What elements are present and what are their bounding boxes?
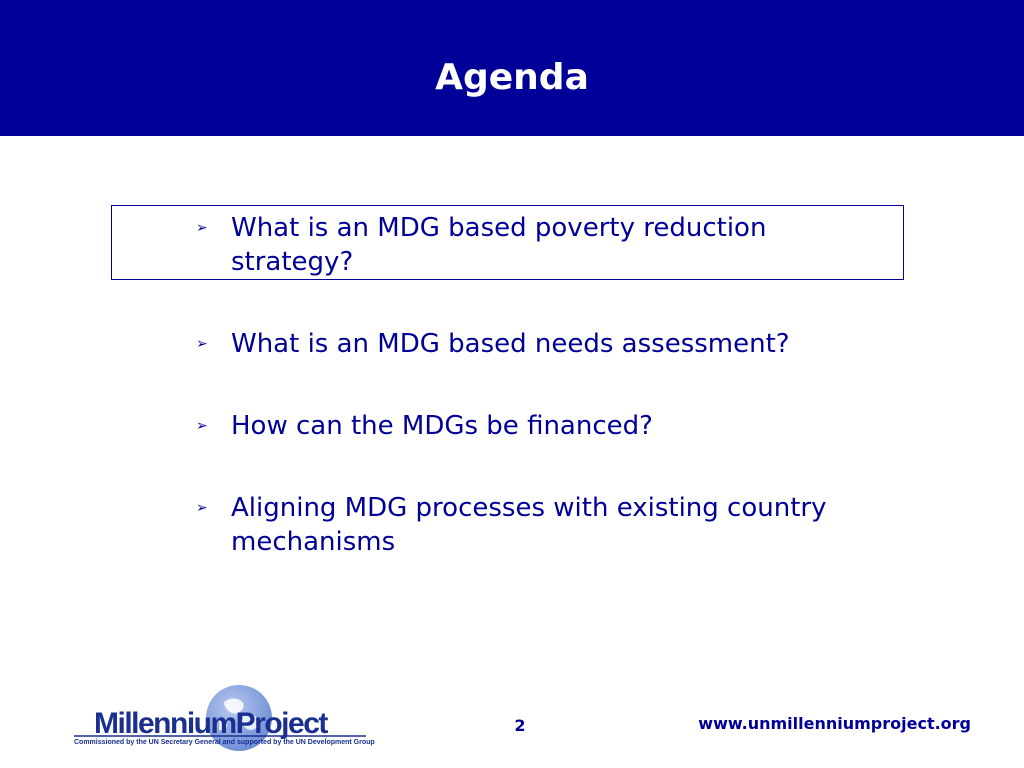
arrow-bullet-icon: ➢ bbox=[196, 220, 208, 236]
agenda-item-2 bbox=[196, 327, 876, 361]
agenda-item-4 bbox=[196, 491, 876, 559]
agenda-item-1 bbox=[196, 211, 876, 279]
logo-tagline: Commissioned by the UN Secretary General and supported by the UN Development Group bbox=[74, 739, 375, 746]
agenda-item-label: How can the MDGs be financed? bbox=[231, 411, 653, 441]
agenda-item-label: What is an MDG based needs assessment? bbox=[231, 329, 790, 359]
arrow-bullet-icon: ➢ bbox=[196, 336, 208, 352]
agenda-item-3 bbox=[196, 409, 876, 443]
agenda-item-label: What is an MDG based poverty reduction strategy? bbox=[231, 213, 767, 277]
arrow-bullet-icon: ➢ bbox=[196, 418, 208, 434]
arrow-bullet-icon: ➢ bbox=[196, 500, 208, 516]
footer-url: www.unmillenniumproject.org bbox=[698, 714, 971, 733]
agenda-item-label: Aligning MDG processes with existing country mechanisms bbox=[231, 493, 827, 557]
millennium-project-logo bbox=[74, 684, 374, 754]
logo-wordmark: MillenniumProject bbox=[94, 707, 327, 740]
title-bar bbox=[0, 0, 1024, 136]
page-number: 2 bbox=[514, 716, 526, 735]
slide-title: Agenda bbox=[435, 57, 589, 98]
